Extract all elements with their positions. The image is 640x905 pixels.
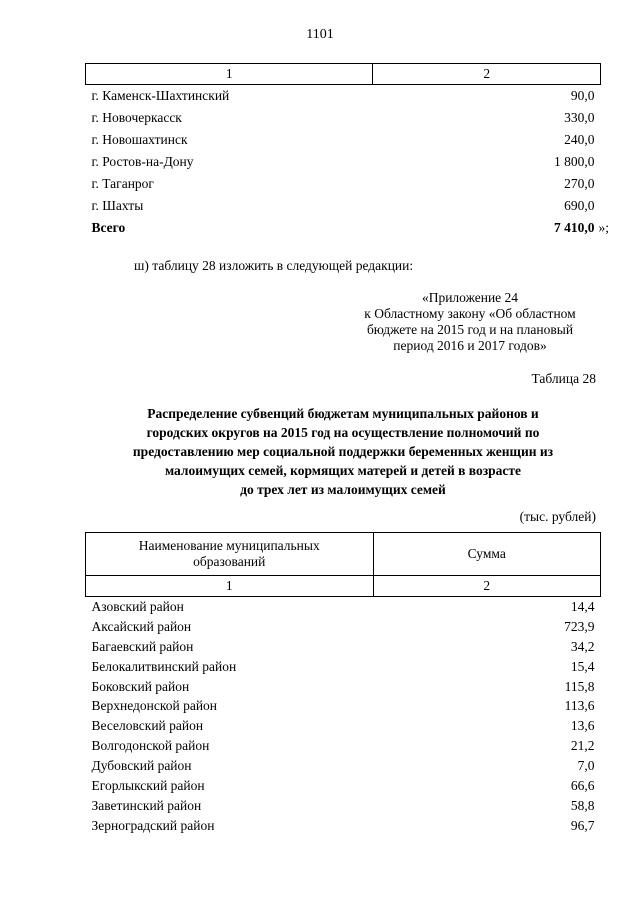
table-row [86,816,601,836]
amount-value: 66,6 [570,777,595,793]
municipality-name: Заветинский район [91,797,202,813]
table-row [86,597,601,617]
table-row [86,129,601,151]
table-row [86,776,601,796]
amount-value: 1 800,0 [554,154,595,169]
amount-value: 14,4 [570,598,595,614]
table-row [86,756,601,776]
amount-value: 58,8 [570,797,595,813]
amount-value: 115,8 [564,678,595,694]
total-label: Всего [91,220,126,235]
table-label: Таблица 28 [531,371,596,386]
table-row [86,657,601,677]
subsidy-table-continuation [85,63,610,239]
amount-value: 96,7 [570,817,595,833]
amount-value: 330,0 [564,110,595,125]
column-index-2: 2 [373,576,600,597]
municipality-name: г. Новочеркасск [91,110,182,125]
municipality-name: Волгодонской район [91,738,210,754]
amount-value: 113,6 [564,698,595,714]
page-number: 1101 [306,27,334,42]
table-row [86,173,601,195]
municipality-name: Багаевский район [91,638,194,654]
municipality-name: г. Ростов-на-Дону [91,154,194,169]
column-index-row [86,576,601,597]
table-row [86,85,601,108]
table-row [86,107,601,129]
closing-quote: »; [598,220,610,235]
municipality-name: г. Шахты [91,198,144,213]
municipality-name: Белокалитвинский район [91,658,237,674]
title-line: городских округов на 2015 год на осуществление полномочий по [146,425,540,440]
municipality-name: Веселовский район [91,718,204,734]
appendix-line: к Областному закону «Об областном [364,306,576,321]
table-row [86,637,601,657]
amount-value: 90,0 [570,88,595,103]
total-value-cell [373,217,610,239]
column-index-1: 1 [86,576,374,597]
appendix-reference [320,290,620,354]
municipality-name: г. Новошахтинск [91,132,188,147]
table-row [86,677,601,697]
amount-value: 34,2 [570,638,595,654]
table-row [86,195,601,217]
column-index-2: 2 [373,64,601,85]
table-row [86,617,601,637]
municipality-name: г. Каменск-Шахтинский [91,88,230,103]
column-index-row [86,64,601,85]
table-row [86,696,601,716]
title-line: малоимущих семей, кормящих матерей и детей в возрасте [164,463,522,478]
appendix-line: бюджете на 2015 год и на плановый [366,322,574,337]
total-row [86,217,601,239]
municipality-name: Егорлыкский район [91,777,205,793]
table-row [86,796,601,816]
amount-value: 7,0 [577,758,595,774]
amendment-instruction: ш) таблицу 28 изложить в следующей редакции: [134,258,414,273]
title-line: до трех лет из малоимущих семей [240,482,446,497]
amount-value: 690,0 [564,198,595,213]
header-line: образований [193,554,266,569]
municipality-name: Азовский район [91,598,184,614]
appendix-line: период 2016 и 2017 годов» [393,338,547,353]
amount-value: 21,2 [570,738,595,754]
municipality-name: г. Таганрог [91,176,154,191]
column-index-1: 1 [86,64,373,85]
table-row [86,716,601,736]
title-line: Распределение субвенций бюджетам муниципальных районов и [147,406,539,421]
header-municipality [86,533,374,576]
amount-value: 723,9 [564,618,595,634]
table-row [86,151,601,173]
amount-value: 240,0 [564,132,595,147]
municipality-name: Зерноградский район [91,817,215,833]
appendix-line: «Приложение 24 [421,290,519,305]
header-sum: Сумма [373,533,600,576]
header-line: Наименование муниципальных [138,538,320,553]
amount-value: 13,6 [570,718,595,734]
municipality-name: Аксайский район [91,618,192,634]
municipality-name: Верхнедонской район [91,698,218,714]
amount-value: 270,0 [564,176,595,191]
header-row [86,533,601,576]
total-value: 7 410,0 [554,220,595,235]
title-line: предоставлению мер социальной поддержки беременных женщин из [132,444,554,459]
distribution-table [85,532,601,836]
municipality-name: Дубовский район [91,758,192,774]
table-title [85,404,601,499]
units-label: (тыс. рублей) [519,509,596,524]
amount-value: 15,4 [570,658,595,674]
table-row [86,736,601,756]
municipality-name: Боковский район [91,678,190,694]
